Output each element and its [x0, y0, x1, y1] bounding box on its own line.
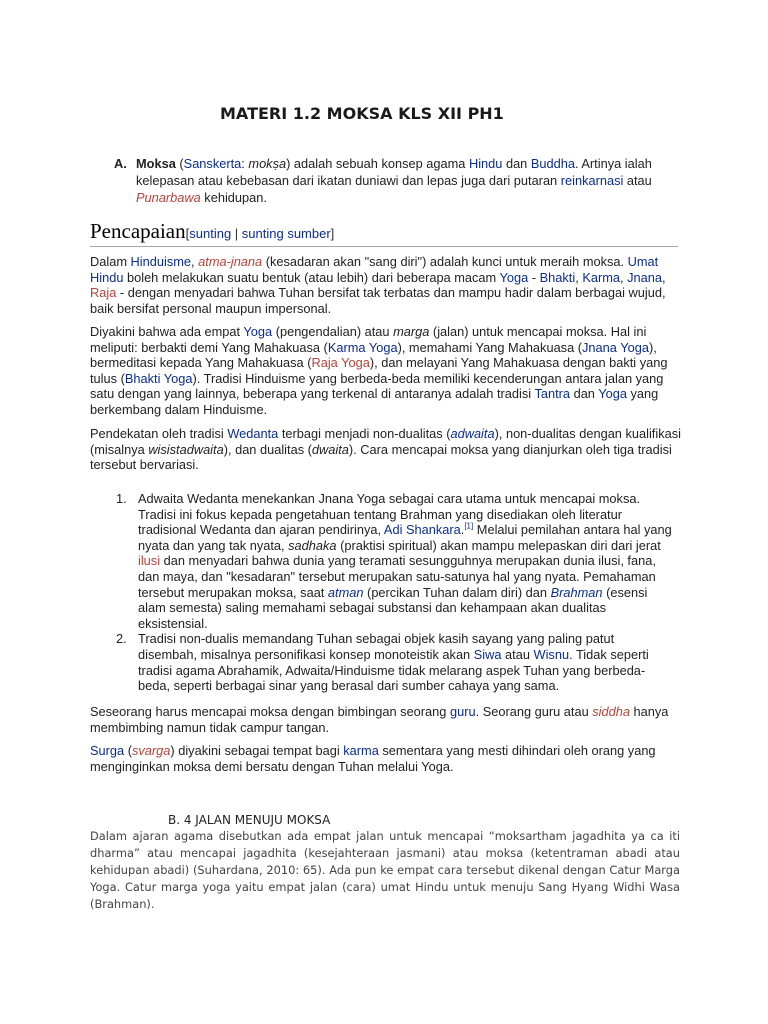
- text: ), dan dualitas (: [223, 441, 312, 457]
- ordered-list: [116, 491, 676, 694]
- text: . Seorang guru atau: [475, 704, 593, 719]
- link-bhakti-yoga[interactable]: Bhakti Yoga: [124, 370, 193, 386]
- page-title: MATERI 1.2 MOKSA KLS XII PH1: [220, 104, 504, 123]
- text: ). Tradisi Hinduisme yang berbeda-beda memiliki kecenderungan antara jalan yang satu dengan yang lainnya, beberapa yang terkenal di antaranya adalah tradisi: [90, 370, 664, 402]
- link-brahman[interactable]: Brahman: [550, 584, 603, 600]
- text: . Artinya ialah kelepasan atau kebebasan dari ikatan duniawi dan lepas juga dari putaran: [136, 156, 652, 188]
- link-reinkarnasi[interactable]: reinkarnasi: [560, 173, 624, 188]
- text: ). Cara mencapai moksa yang dianjurkan oleh tiga tradisi tersebut bervariasi.: [90, 441, 672, 473]
- text: ), memahami Yang Mahakuasa (: [397, 339, 583, 355]
- link-siwa[interactable]: Siwa: [473, 646, 502, 662]
- text: - dengan menyadari bahwa Tuhan bersifat tak terbatas dan mampu hadir dalam berbagai wujud, baik bersifat personal maupun impersonal.: [90, 285, 666, 316]
- text: Adwaita Wedanta menekankan Jnana Yoga sebagai cara utama untuk mencapai moksa. Tradisi ini fokus kepada pengetahuan tentang Brahman yang disediakan oleh literatur tradisional Wedanta dan ajaran pendirinya,: [138, 491, 641, 538]
- text: (percikan Tuhan dalam diri) dan: [363, 584, 551, 600]
- link-wisnu[interactable]: Wisnu: [533, 646, 570, 662]
- link-karma[interactable]: karma: [343, 743, 379, 758]
- term-sadhaka: sadhaka: [288, 537, 337, 553]
- link-tantra[interactable]: Tantra: [534, 386, 571, 402]
- link-sanskerta[interactable]: Sanskerta: [183, 156, 242, 171]
- text: hanya membimbing namun tidak campur tangan.: [90, 704, 669, 735]
- link-ilusi[interactable]: ilusi: [138, 553, 161, 569]
- text: ) adalah sebuah konsep agama: [286, 156, 469, 171]
- link-siddha[interactable]: siddha: [592, 704, 630, 719]
- paragraph-1: [90, 254, 690, 316]
- text: Seseorang harus mencapai moksa dengan bimbingan seorang: [90, 704, 450, 719]
- text: .: [460, 522, 465, 538]
- link-hinduisme[interactable]: Hinduisme: [130, 254, 192, 269]
- text: :: [241, 156, 249, 171]
- link-guru[interactable]: guru: [449, 704, 476, 719]
- list-marker: A.: [114, 156, 127, 171]
- link-yoga[interactable]: Yoga: [499, 269, 529, 285]
- text: dan: [570, 386, 599, 402]
- list-number: 1.: [116, 491, 127, 506]
- text: Dalam: [90, 254, 131, 269]
- text: (jalan) untuk mencapai moksa. Hal ini meliputi: berbakti demi Yang Mahakuasa (: [90, 324, 647, 355]
- text: ,: [662, 269, 666, 285]
- text: ), dan melayani Yang Mahakuasa dengan bakti yang tulus (: [90, 355, 668, 386]
- text: ,: [575, 269, 583, 285]
- text: (kesadaran akan "sang diri") adalah kunci untuk meraih moksa.: [262, 254, 628, 269]
- text: ) diyakini sebagai tempat bagi: [170, 743, 344, 758]
- list-number: 2.: [116, 631, 127, 647]
- edit-links: [186, 226, 335, 241]
- section-heading-pencapaian: [90, 216, 678, 247]
- text: ), bermeditasi kepada Yang Mahakuasa (: [90, 339, 657, 371]
- link-svarga[interactable]: svarga: [131, 743, 171, 758]
- bracket: [: [185, 226, 190, 241]
- link-adi-shankara[interactable]: Adi Shankara: [383, 522, 461, 538]
- text: (pengendalian) atau: [272, 324, 394, 339]
- text: ), non-dualitas dengan kualifikasi (misalnya: [90, 426, 681, 457]
- link-karma[interactable]: Karma: [582, 269, 621, 285]
- term-marga: marga: [393, 324, 430, 339]
- text: (praktisi spiritual) akan mampu melepaskan diri dari jerat: [336, 537, 661, 553]
- text: terbagi menjadi non-dualitas (: [278, 426, 451, 441]
- link-raja-yoga[interactable]: Raja Yoga: [311, 355, 370, 371]
- paragraph-4: [90, 704, 690, 735]
- separator: |: [231, 226, 242, 241]
- text: dan: [502, 156, 531, 171]
- link-yoga[interactable]: Yoga: [243, 324, 273, 339]
- text: atau: [623, 173, 652, 188]
- link-umat-hindu[interactable]: Umat Hindu: [90, 254, 659, 285]
- paragraph-3: [90, 426, 690, 473]
- link-karma-yoga[interactable]: Karma Yoga: [327, 339, 398, 355]
- section-a-item: [114, 155, 704, 206]
- moksha-word: mokṣa: [248, 156, 287, 171]
- bracket: ]: [330, 226, 335, 241]
- link-atma-jnana[interactable]: atma-jnana: [198, 254, 263, 269]
- link-surga[interactable]: Surga: [90, 743, 125, 758]
- link-buddha[interactable]: Buddha: [530, 156, 575, 171]
- text: (: [124, 743, 132, 758]
- link-wedanta[interactable]: Wedanta: [227, 426, 279, 441]
- edit-source-link[interactable]: sunting sumber: [241, 226, 331, 241]
- text: Pendekatan oleh tradisi: [90, 426, 228, 441]
- link-atman[interactable]: atman: [327, 584, 364, 600]
- paragraph-5: [90, 743, 690, 774]
- paragraph-2: [90, 324, 690, 418]
- text: yang berkembang dalam Hinduisme.: [90, 386, 659, 417]
- link-adwaita[interactable]: adwaita: [450, 426, 495, 441]
- text: boleh melakukan suatu bentuk (atau lebih) dari beberapa macam: [123, 269, 500, 285]
- list-item: [116, 491, 676, 631]
- link-jnana[interactable]: Jnana: [627, 269, 663, 285]
- text: ,: [620, 269, 628, 285]
- text: sementara yang mesti dihindari oleh orang yang menginginkan moksa demi bersatu dengan Tuhan melalui Yoga.: [90, 743, 656, 774]
- link-bhakti[interactable]: Bhakti: [539, 269, 576, 285]
- text: atau: [501, 646, 534, 662]
- text: dan menyadari bahwa dunia yang teramati sesungguhnya merupakan dunia ilusi, fana, dan maya, dan "kesadaran" tersebut merupakan satu-satunya hal yang nyata. Pemahaman tersebut merupakan moksa, saat: [138, 553, 656, 600]
- link-hindu[interactable]: Hindu: [468, 156, 503, 171]
- text: Melalui pemilahan antara hal yang nyata dan yang tak nyata,: [138, 522, 672, 553]
- section-b-heading: B. 4 JALAN MENUJU MOKSA: [168, 813, 331, 827]
- section-b-paragraph: Dalam ajaran agama disebutkan ada empat jalan untuk mencapai “moksartham jagadhita ya ca iti dharma” atau mencapai jagadhita (kesejahteraan jasmani) atau moksa (ketentraman abadi atau kehidupan abadi) (Suhardana, 2010: 65). Ada pun ke empat cara tersebut dikenal dengan Catur Marga Yoga. Catur marga yoga yaitu empat jalan (cara) umat Hindu untuk menuju Sang Hyang Widhi Wasa (Brahman).: [90, 829, 680, 911]
- term-dwaita: dwaita: [311, 441, 349, 457]
- term-moksa: Moksa: [136, 156, 176, 171]
- edit-link[interactable]: sunting: [189, 226, 232, 241]
- term-wisistadwaita: wisistadwaita: [148, 441, 224, 457]
- link-punarbawa[interactable]: Punarbawa: [136, 190, 201, 205]
- section-a-body: [136, 155, 704, 206]
- text: (: [175, 156, 184, 171]
- text: . Tidak seperti tradisi agama Abrahamik, Adwaita/Hinduisme tidak melarang aspek Tuhan yang berbeda-beda, seperti berbagai sinar yang berasal dari sumber cahaya yang sama.: [138, 646, 649, 694]
- link-yoga-2[interactable]: Yoga: [598, 386, 627, 402]
- text: -: [528, 269, 540, 285]
- text: Tradisi non-dualis memandang Tuhan sebagai objek kasih sayang yang paling patut disembah, misalnya personifikasi konsep monoteistik akan: [138, 631, 615, 662]
- heading-text: Pencapaian: [90, 219, 186, 243]
- link-raja[interactable]: Raja: [90, 285, 117, 301]
- list-item: [116, 631, 676, 693]
- text: ,: [191, 254, 199, 269]
- link-jnana-yoga[interactable]: Jnana Yoga: [582, 339, 649, 355]
- text: kehidupan.: [200, 190, 267, 205]
- text: Diyakini bahwa ada empat: [90, 324, 244, 339]
- text: (esensi alam semesta) saling memahami sebagai substansi dan kehampaan akan dualitas eksistensial.: [138, 584, 648, 631]
- citation-link[interactable]: [1]: [464, 521, 474, 531]
